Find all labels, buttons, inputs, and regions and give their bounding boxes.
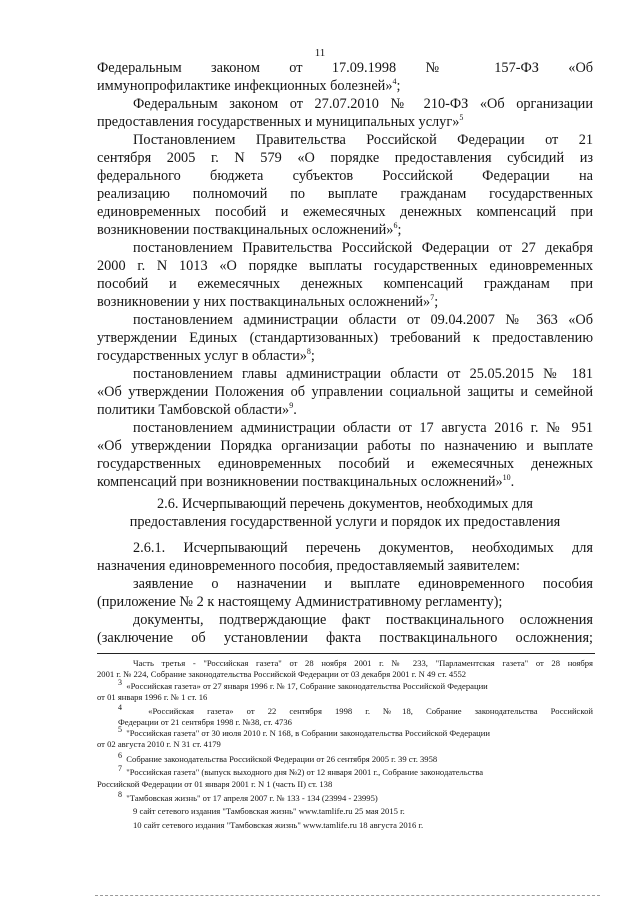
text-line: сентября 2005 г. N 579 «О порядке предоставления субсидий из <box>97 150 593 166</box>
footnote-line: $^5$ "Российская газета" от 30 июля 2010 г. N 168, в Собрании законодательства Российской Федерации <box>118 725 490 738</box>
text-line: 2.6.1. Исчерпывающий перечень документов, необходимых для <box>133 540 593 556</box>
scan-edge-line <box>95 895 600 896</box>
text-line: Федеральным законом от 17.09.1998 № 157-ФЗ «Об <box>97 60 594 76</box>
footnote-line: 9 сайт сетевого издания "Тамбовская жизнь" www.tamlife.ru 25 мая 2015 г. <box>133 806 405 816</box>
footnote-line: 10 сайт сетевого издания "Тамбовская жизнь" www.tamlife.ru 18 августа 2016 г. <box>133 820 424 830</box>
text-line: постановлением Правительства Российской Федерации от 27 декабря <box>133 240 593 256</box>
text-line: компенсаций при возникновении поствакцинальных осложнений»$^{10}$. <box>97 473 515 490</box>
section-heading: предоставления государственной услуги и порядок их предоставления <box>129 514 561 530</box>
text-line: постановлением администрации области от 17 августа 2016 г. № 951 <box>133 420 593 436</box>
text-line: утверждении Единых (стандартизованных) требований к предоставлению <box>97 330 593 346</box>
text-line: постановлением главы администрации области от 25.05.2015 № 181 <box>133 366 593 382</box>
text-line: возникновении у них поствакцинальных осложнений»$^7$; <box>97 293 439 310</box>
footnote-line: Российской Федерации от 01 января 2001 г. N 1 (часть II) ст. 138 <box>97 779 333 789</box>
text-line: «Об утверждении Положения об управлении социальной защиты и семейной <box>97 384 593 400</box>
footnote-line: $^8$ "Тамбовская жизнь" от 17 апреля 2007 г. № 133 - 134 (23994 - 23995) <box>118 790 378 803</box>
footnote-line: $^6$ Собрание законодательства Российской Федерации от 26 сентября 2005 г. 39 ст. 3958 <box>118 751 438 764</box>
footnote-line: от 01 января 1996 г. № 1 ст. 16 <box>97 692 208 702</box>
text-line: (приложение № 2 к настоящему Административному регламенту); <box>97 594 503 610</box>
text-line: назначения единовременного пособия, предоставляемый заявителем: <box>97 558 520 574</box>
footnote-line: $^4$ «Российская газета» от 22 сентября 1998 г. №18, Собрание законодательства Российской <box>118 703 594 716</box>
footnote-line: $^3$ «Российская газета» от 27 января 1996 г. № 17, Собрание законодательства Российской Федерации <box>118 678 488 691</box>
text-line: «Об утверждении Порядка организации работы по назначению и выплате <box>97 438 593 454</box>
text-line: государственных единовременных пособий и ежемесячных денежных <box>97 456 593 472</box>
footnote-line: Часть третья - "Российская газета" от 28 ноября 2001 г. № 233, "Парламентская газета" от 28 ноября <box>133 658 593 668</box>
text-line: реализацию полномочий по выплате гражданам государственных <box>97 186 593 202</box>
text-line: заявление о назначении и выплате единовременного пособия <box>133 576 593 592</box>
footnote-line: 2001 г. № 224, Собрание законодательства Российской Федерации от 03 декабря 2001 г. N 49 ст. 4552 <box>97 669 467 679</box>
text-line: Федеральным законом от 27.07.2010 № 210-ФЗ «Об организации <box>133 96 593 112</box>
text-line: постановлением администрации области от 09.04.2007 № 363 «Об <box>133 312 593 328</box>
footnote-line: Федерации от 21 сентября 1998 г. №38, ст. 4736 <box>118 717 292 727</box>
text-line: документы, подтверждающие факт поствакцинального осложнения <box>133 612 593 628</box>
section-heading: 2.6. Исчерпывающий перечень документов, необходимых для <box>156 496 533 512</box>
footnote-line: $^7$ "Российская газета" (выпуск выходного дня №2) от 12 января 2001 г., Собрание законодательства <box>118 764 484 777</box>
page-number: 11 <box>314 47 326 59</box>
text-line: возникновении поствакцинальных осложнений»$^6$; <box>97 221 402 238</box>
text-line: пособий и ежемесячных денежных компенсаций гражданам при <box>97 276 593 292</box>
footnote-line: от 02 августа 2010 г. N 31 ст. 4179 <box>97 739 221 749</box>
text-line: (заключение об установлении факта поствакцинального осложнения; <box>97 630 593 646</box>
text-line: единовременных пособий и ежемесячных денежных компенсаций при <box>97 204 593 220</box>
text-line: государственных услуг в области»$^8$; <box>97 347 315 364</box>
text-line: политики Тамбовской области»$^9$. <box>97 401 297 418</box>
text-line: иммунопрофилактике инфекционных болезней»$^4$; <box>97 77 401 94</box>
text-line: Постановлением Правительства Российской Федерации от 21 <box>133 132 593 148</box>
text-line: предоставления государственных и муниципальных услуг»$^5$ <box>97 113 464 130</box>
text-line: федерального бюджета субъектов Российской Федерации на <box>97 168 593 184</box>
text-line: 2000 г. N 1013 «О порядке выплаты государственных единовременных <box>97 258 593 274</box>
footnote-rule <box>97 653 595 654</box>
